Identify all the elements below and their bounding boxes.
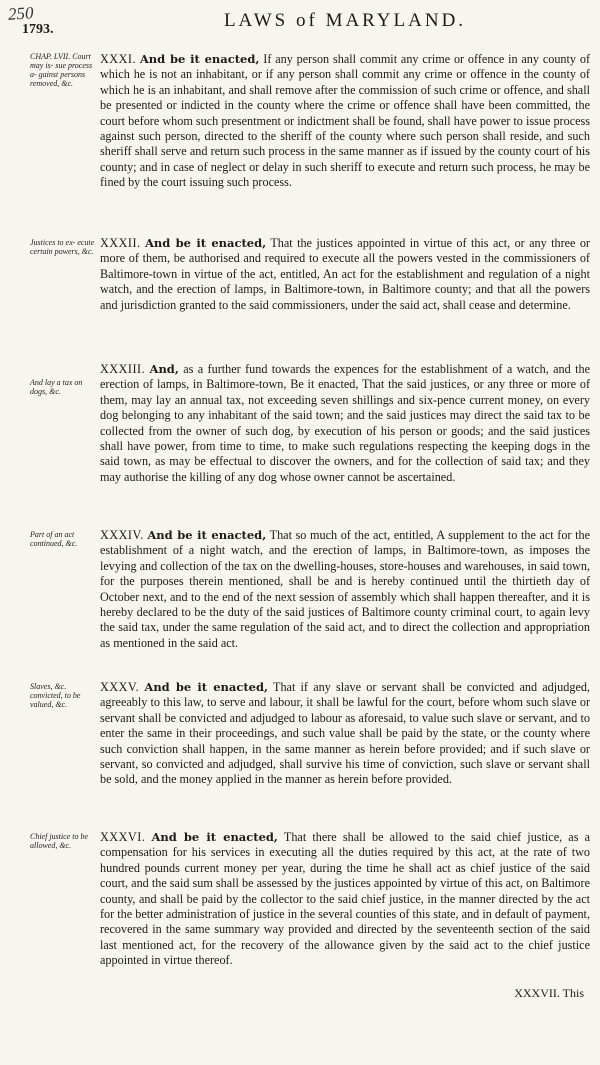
section-number: XXXV. bbox=[100, 680, 140, 694]
section-body bbox=[100, 680, 590, 788]
running-head: LAWS of MARYLAND. bbox=[223, 10, 467, 31]
enacting-clause: And be it enacted, bbox=[144, 680, 269, 694]
catchword: XXXVII. This bbox=[514, 986, 584, 1000]
enacting-clause: And, bbox=[149, 362, 179, 376]
page-number: 250 bbox=[7, 3, 35, 24]
section-body bbox=[100, 236, 590, 313]
section-body bbox=[100, 362, 590, 485]
section-number: XXXI. bbox=[100, 52, 137, 66]
section-text: That so much of the act, entitled, A supplement to the act for the establishment of a night watch, and the erection of lamps, in Baltimore-town, as imposes the levying and collection of the tax on the dwelling-houses, store-houses and warehouses, in said town, for the purposes therein mentioned, shall be and is hereby continued until the thirtieth day of October next, and to the end of the next session of assembly which shall happen thereafter, and it is hereby declared to be the duty of the said justices of Baltimore county criminal court, to again levy the said tax, under the same regulation of the said act, and to direct the collection and appropriation as mentioned in the said act. bbox=[100, 528, 590, 650]
section-number: XXXIV. bbox=[100, 528, 144, 542]
enacting-clause: And be it enacted, bbox=[147, 528, 267, 542]
section-body bbox=[100, 830, 590, 969]
section-text: That if any slave or servant shall be convicted and adjudged, agreeably to this law, to serve and labour, it shall be lawful for the court, before whom such slave or servant shall be convicted and adjudged to labour as aforesaid, to value such slave or servant, and to enter the same in their proceedings, and such value shall be paid by the state, or the county where such conviction shall happen, in the same manner as herein before provided; and if such slave or servant, so convicted and adjudged, shall survive his time of conviction, such slave or servant shall be sold, and the money applied in the manner as herein before provided. bbox=[100, 680, 590, 787]
enacting-clause: And be it enacted, bbox=[139, 52, 260, 66]
section-text: That there shall be allowed to the said chief justice, as a compensation for his services in executing all the duties required by this act, at the rate of two hundred pounds current money per year, during the time he shall act as chief justice of the said court, and the said sum shall be assessed by the justices appointed by virtue of this act, on Baltimore county, and shall be paid by the collector to the said chief justice, in the manner directed by the act for the better administration of justice in the several counties of this state, and in default of payment, recovered in the same summary way provided and directed by the seventeenth section of the said last mentioned act, for the recovery of the allowance given by the said act to the chief justice appointed in virtue thereof. bbox=[100, 830, 591, 968]
section-number: XXXIII. bbox=[100, 362, 146, 376]
section-text: If any person shall commit any crime or offence in any county of which he is not an inhabitant, or if any person shall commit any crime or offence in the county of which he is an inhabitant, and shall remove after the commission of such crime or offence, and shall be presented or indicted in the county where the crime or offence shall have been committed, the court before whom such presentment or indictment shall be found, shall have power to issue process against such person, directed to the sheriff of the county where such person shall reside, and such sheriff shall serve and return such process in the same manner as if issued by the county court of his county; and in case of neglect or delay in such sheriff to execute and return such process, he may be fined by the court issuing such process. bbox=[100, 52, 590, 190]
margin-note: And lay a tax on dogs, &c. bbox=[30, 378, 83, 396]
section-number: XXXII. bbox=[100, 236, 141, 250]
year: 1793. bbox=[22, 22, 54, 37]
section-text: as a further fund towards the expences for the establishment of a watch, and the erection of lamps, in Baltimore-town, Be it enacted, That the said justices, or any three or more of them, may lay an annual tax, not exceeding seven shillings and six-pence current money, on every dog belonging to any inhabitant of the said town; and the said justices may direct the said tax to be collected from the owner of such dog, by execution of his person or goods; and the said justices shall have power, from time to time, to make such regulations respecting the keeping dogs in the said town, as may be effectual to discover the owners, and for the collection of said tax; and they may authorise the killing of any dog whose owner cannot be ascertained. bbox=[100, 362, 590, 484]
section-body bbox=[100, 52, 590, 191]
margin-note: Slaves, &c. convicted, to be valued, &c. bbox=[30, 682, 81, 709]
section-body bbox=[100, 528, 590, 651]
margin-note: Chief justice to be allowed, &c. bbox=[30, 832, 88, 850]
margin-note: CHAP. LVII. Court may is- sue process a- gainst persons removed, &c. bbox=[30, 52, 93, 88]
enacting-clause: And be it enacted, bbox=[151, 830, 278, 844]
section-number: XXXVI. bbox=[100, 830, 146, 844]
margin-note: Justices to ex- ecute certain powers, &c. bbox=[30, 238, 95, 256]
section-text: That the justices appointed in virtue of this act, or any three or more of them, be authorised and required to execute all the powers vested in the commissioners of Baltimore-town in virtue of the act, entitled, An act for the establishment and regulation of a night watch, and the erection of lamps, in Baltimore-town, in Baltimore county; and that all the powers and jurisdiction granted to the said commissioners, under the said act, shall cease and determine. bbox=[100, 236, 590, 312]
enacting-clause: And be it enacted, bbox=[144, 236, 267, 250]
margin-note: Part of an act continued, &c. bbox=[30, 530, 78, 548]
